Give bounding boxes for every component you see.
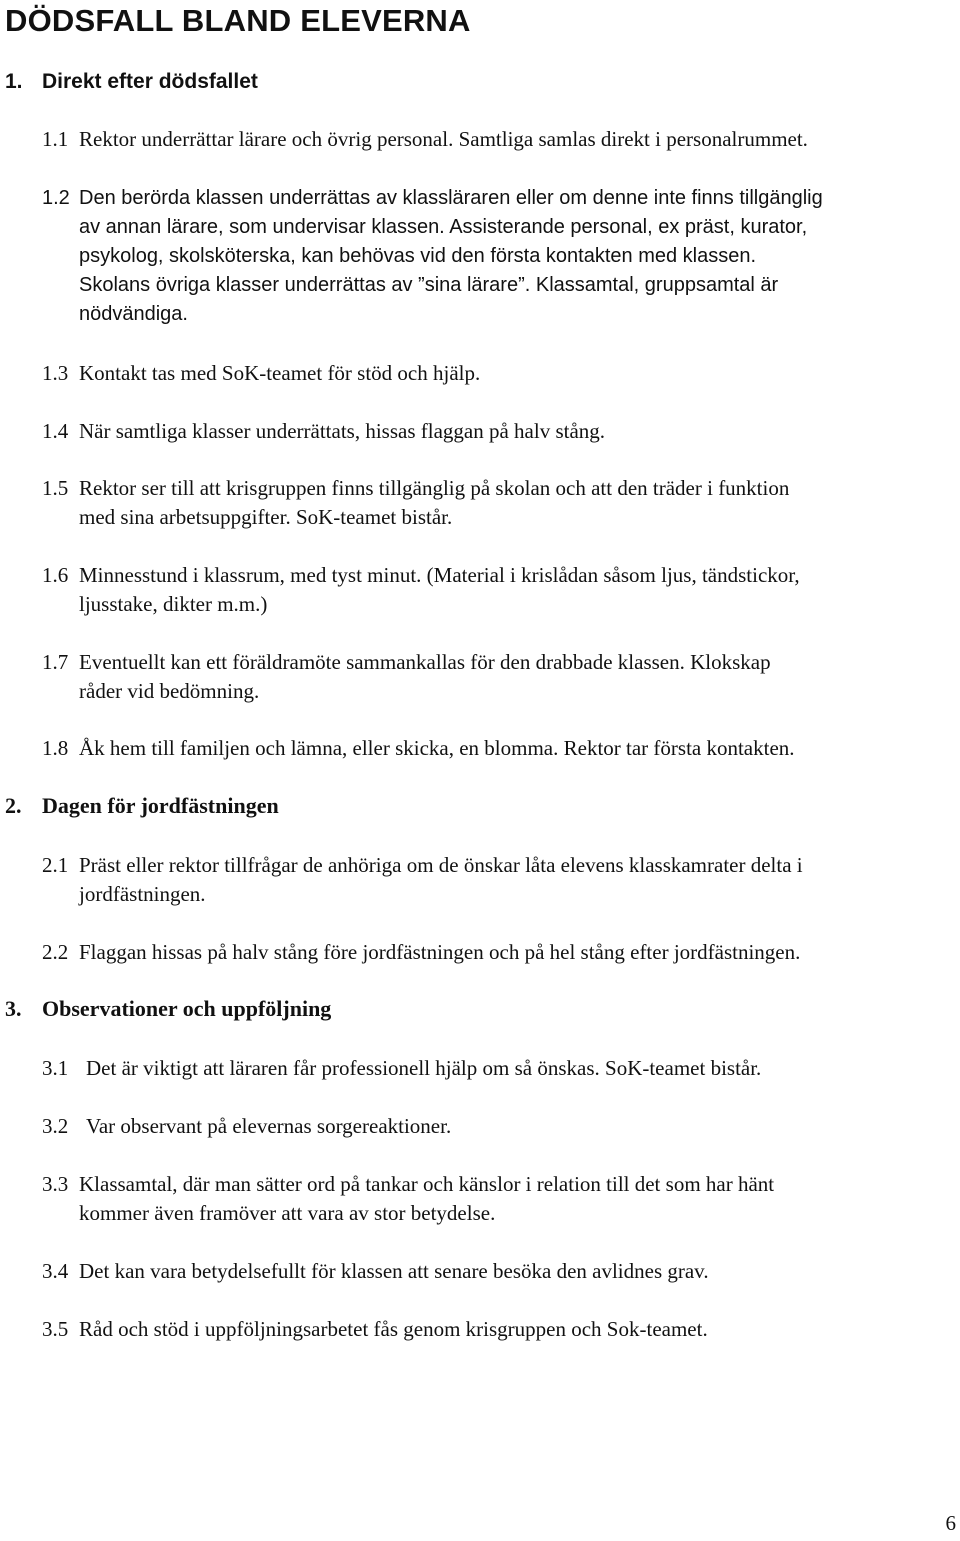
section-title: Dagen för jordfästningen <box>42 793 279 818</box>
item-1-6: 1.6 Minnesstund i klassrum, med tyst minut. (Material i krislådan såsom ljus, tändstickor, ljusstake, dikter m.m.) <box>42 563 800 616</box>
item-number: 3.2 <box>42 1114 69 1138</box>
item-number: 1.4 <box>42 419 69 443</box>
item-number: 1.1 <box>42 127 69 151</box>
item-number: 1.3 <box>42 361 69 385</box>
item-1-1: 1.1 Rektor underrättar lärare och övrig personal. Samtliga samlas direkt i personalrummet. <box>42 125 957 154</box>
item-3-1: 3.1 Det är viktigt att läraren får professionell hjälp om så önskas. SoK-teamet bistår. <box>42 1054 957 1083</box>
item-1-5: 1.5 Rektor ser till att krisgruppen finns tillgänglig på skolan och att den träder i funktion med sina arbetsuppgifter. SoK-teamet bistår. <box>42 476 790 529</box>
item-1-7: 1.7 Eventuellt kan ett föräldramöte sammankallas för den drabbade klassen. Klokskap råder vid bedömning. <box>42 650 771 703</box>
document-title: DÖDSFALL BLAND ELEVERNA <box>5 3 471 38</box>
item-number: 1.8 <box>42 736 69 760</box>
item-2-1: 2.1 Präst eller rektor tillfrågar de anhöriga om de önskar låta elevens klasskamrater delta i jordfästningen. <box>42 853 803 906</box>
item-1-8: 1.8 Åk hem till familjen och lämna, eller skicka, en blomma. Rektor tar första kontakten. <box>42 734 957 763</box>
section-number: 1. <box>5 70 23 93</box>
item-number: 2.2 <box>42 940 69 964</box>
section-number: 2. <box>5 793 22 818</box>
item-2-2: 2.2 Flaggan hissas på halv stång före jordfästningen och på hel stång efter jordfästningen. <box>42 938 957 967</box>
section-number: 3. <box>5 996 22 1021</box>
item-1-4: 1.4 När samtliga klasser underrättats, hissas flaggan på halv stång. <box>42 417 957 446</box>
page-number: 6 <box>945 1511 956 1535</box>
item-1-3: 1.3 Kontakt tas med SoK-teamet för stöd och hjälp. <box>42 359 957 388</box>
item-number: 3.1 <box>42 1056 69 1080</box>
item-number: 1.6 <box>42 563 69 587</box>
item-3-2: 3.2 Var observant på elevernas sorgereaktioner. <box>42 1112 957 1141</box>
item-3-4: 3.4 Det kan vara betydelsefullt för klassen att senare besöka den avlidnes grav. <box>42 1257 957 1286</box>
item-number: 1.7 <box>42 650 69 674</box>
item-number: 3.5 <box>42 1317 69 1341</box>
section-title: Direkt efter dödsfallet <box>42 70 258 93</box>
section-3-heading <box>5 996 331 1022</box>
section-1-heading <box>5 69 258 95</box>
item-3-3: 3.3 Klassamtal, där man sätter ord på tankar och känslor i relation till det som har hänt kommer även framöver att vara av stor betydelse. <box>42 1172 775 1225</box>
section-2-heading <box>5 793 279 819</box>
item-number: 1.5 <box>42 476 69 500</box>
item-3-5: 3.5 Råd och stöd i uppföljningsarbetet fås genom krisgruppen och Sok-teamet. <box>42 1315 957 1344</box>
item-number: 3.3 <box>42 1172 69 1196</box>
item-number: 1.2 <box>42 187 70 209</box>
section-title: Observationer och uppföljning <box>42 996 332 1021</box>
item-1-2: 1.2 Den berörda klassen underrättas av klassläraren eller om denne inte finns tillgänglig av annan lärare, som undervisar klassen. Assisterande personal, ex präst, kurator, psykolog, skolsköterska, kan behövas vid den första kontakten med klassen. Skolans övriga klasser underrättas av ”sina lärare”. Klassamtal, gruppsamtal är nödvändiga. <box>42 184 957 329</box>
item-number: 3.4 <box>42 1259 69 1283</box>
item-number: 2.1 <box>42 853 69 877</box>
